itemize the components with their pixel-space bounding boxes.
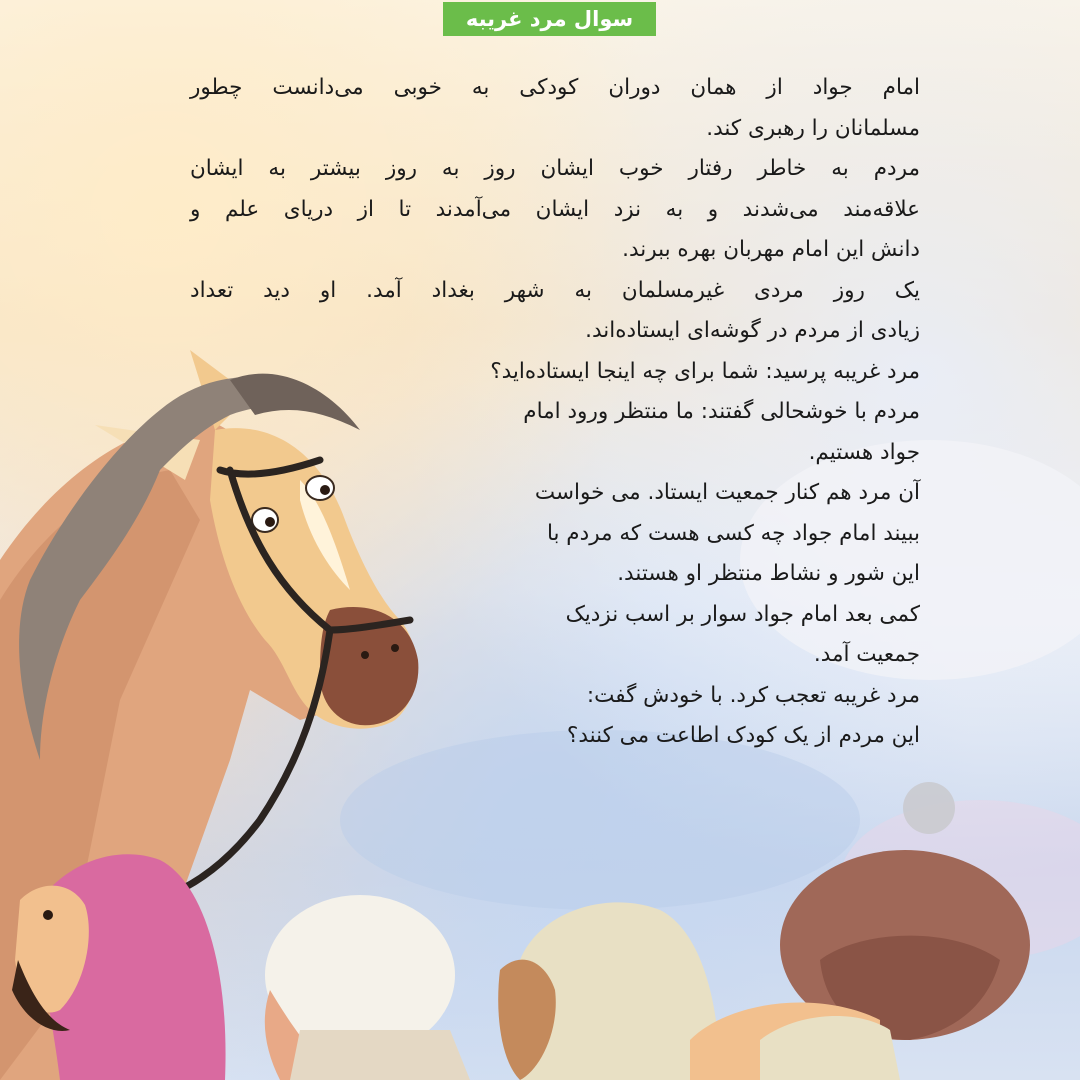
story-line: کمی بعد امام جواد سوار بر اسب نزدیک	[565, 601, 920, 627]
story-line: جمعیت آمد.	[813, 642, 920, 667]
story-line: مسلمانان را رهبری کند.	[706, 115, 920, 141]
story-line: این مردم از یک کودک اطاعت می کنند؟	[566, 723, 920, 748]
story-line: مرد غریبه تعجب کرد. با خودش گفت:	[586, 682, 920, 708]
story-line: امام جواد از همان دوران کودکی به خوبی می‌دانست چطور	[190, 75, 920, 100]
story-line: مرد غریبه پرسید: شما برای چه اینجا ایستاده‌اید؟	[490, 358, 920, 384]
story-text	[190, 68, 920, 757]
story-line: این شور و نشاط منتظر او هستند.	[617, 561, 920, 586]
story-line: علاقه‌مند می‌شدند و به نزد ایشان می‌آمدند تا از دریای علم و	[190, 196, 920, 222]
story-line: زیادی از مردم در گوشه‌ای ایستاده‌اند.	[585, 318, 920, 343]
story-line: مردم به خاطر رفتار خوب ایشان روز به روز بیشتر به ایشان	[190, 156, 920, 181]
cloud-shape	[340, 730, 860, 910]
page-title: سوال مرد غریبه	[443, 2, 656, 36]
story-line: مردم با خوشحالی گفتند: ما منتظر ورود امام	[523, 399, 920, 424]
story-line: جواد هستیم.	[808, 439, 920, 465]
story-line: یک روز مردی غیرمسلمان به شهر بغداد آمد. او دید تعداد	[190, 277, 920, 303]
story-line: دانش این امام مهربان بهره ببرند.	[622, 237, 920, 262]
decorative-circle	[903, 782, 955, 834]
story-line: آن مرد هم کنار جمعیت ایستاد. می خواست	[534, 480, 920, 505]
story-line: ببیند امام جواد چه کسی هست که مردم با	[546, 520, 920, 546]
